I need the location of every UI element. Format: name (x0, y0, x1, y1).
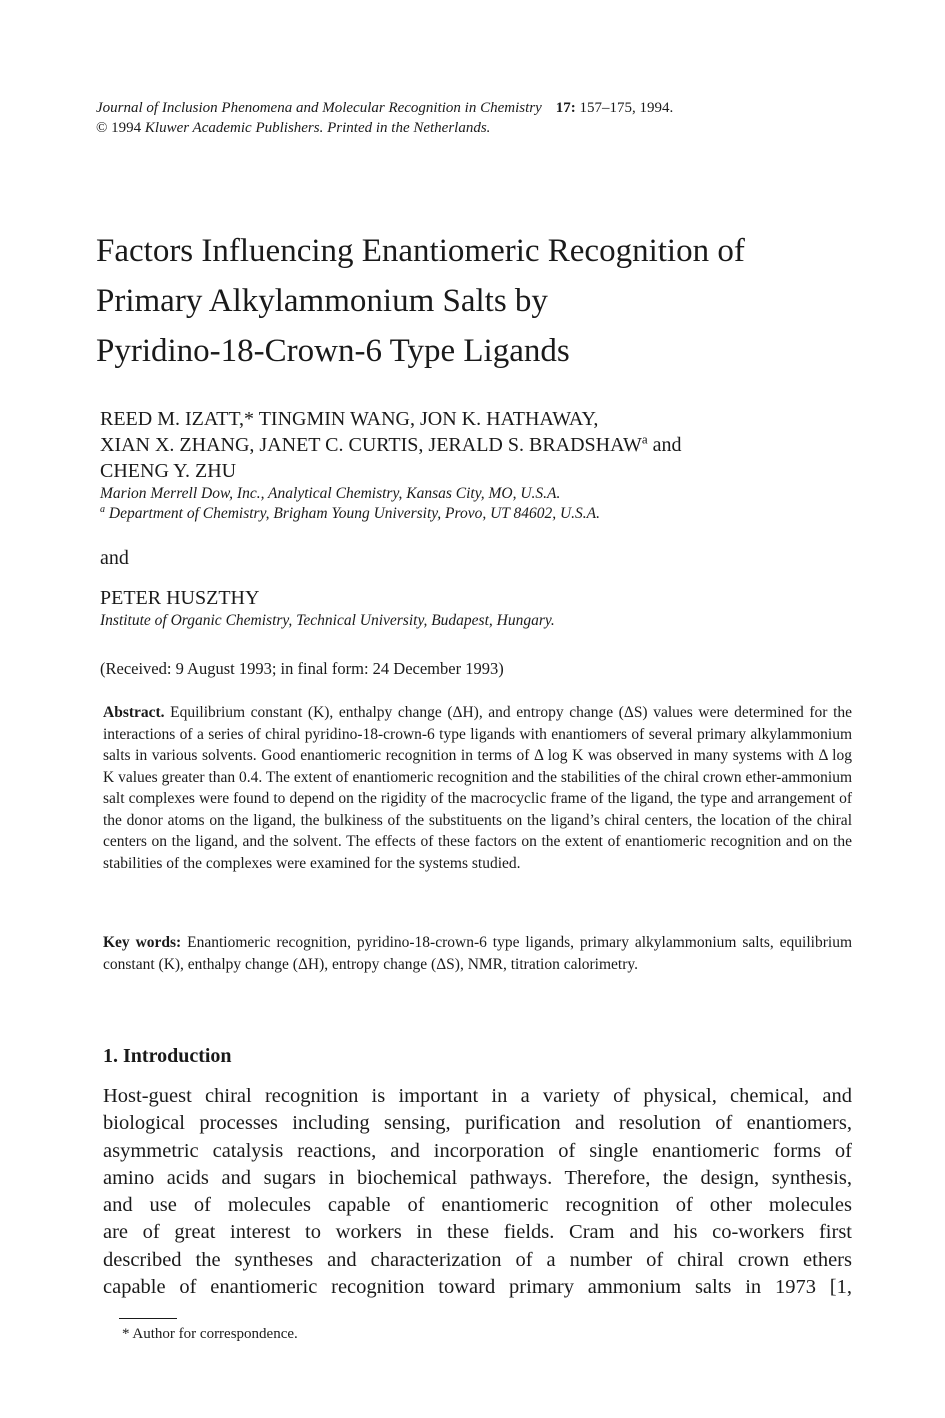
author-separator-and: and (100, 547, 129, 569)
title-line-3: Pyridino-18-Crown-6 Type Ligands (96, 333, 570, 369)
author-block (100, 406, 682, 524)
abstract-text: Equilibrium constant (K), enthalpy change (ΔH), and entropy change (ΔS) values were determined for the interactions of a series of chiral pyridino-18-crown-6 type ligands with enantiomers of several primary alkylammonium salts in various solvents. Good enantiomeric recognition in terms of Δ log K was observed in many systems with Δ log K values greater than 0.4. The extent of enantiomeric recognition and the stabilities of the chiral crown ether-ammonium salt complexes were found to depend on the rigidity of the macrocyclic frame of the ligand, the type and arrangement of the donor atoms on the ligand, the bulkiness of the substituents on the ligand’s chiral centers, the location of the chiral centers on the ligand, and the solvent. The effects of these factors on the extent of enantiomeric recognition and on the stabilities of the complexes were examined for the systems studied. (103, 704, 853, 872)
paper-title (96, 226, 856, 376)
copyright-line (96, 118, 673, 138)
author-line-2 (100, 432, 682, 458)
keywords (103, 932, 852, 975)
journal-citation-line (96, 98, 673, 118)
affiliation-3: Institute of Organic Chemistry, Technical University, Budapest, Hungary. (100, 612, 555, 629)
intro-line: Host-guest chiral recognition is important in a variety of physical, chemical, and (103, 1085, 852, 1107)
copyright-year: 1994 (111, 120, 142, 136)
author-line-2-names: XIAN X. ZHANG, JANET C. CURTIS, JERALD S. BRADSHAW (100, 434, 642, 456)
copyright-symbol: © (96, 120, 108, 136)
title-line-1: Factors Influencing Enantiomeric Recognition of (96, 233, 745, 269)
author-line-3: CHENG Y. ZHU (100, 460, 237, 482)
abstract (103, 702, 852, 874)
abstract-label: Abstract. (103, 704, 165, 721)
keywords-label: Key words: (103, 934, 182, 951)
intro-line: are of great interest to workers in these fields. Cram and his co-workers first (103, 1221, 852, 1244)
introduction-paragraph (103, 1083, 852, 1301)
intro-line: biological processes including sensing, purification and resolution of enantiomers, (103, 1112, 852, 1135)
publisher: Kluwer Academic Publishers. Printed in the Netherlands. (144, 120, 491, 136)
journal-header (96, 98, 673, 138)
received-dates: (Received: 9 August 1993; in final form: 24 December 1993) (100, 659, 504, 678)
affiliation-1: Marion Merrell Dow, Inc., Analytical Chemistry, Kansas City, MO, U.S.A. (100, 485, 561, 502)
affiliation-2 (100, 504, 682, 524)
keywords-text: Enantiomeric recognition, pyridino-18-crown-6 type ligands, primary alkylammonium salts, equilibrium constant (K), enthalpy change (ΔH), entropy change (ΔS), NMR, titration calorimetry. (103, 934, 852, 973)
intro-line: capable of enantiomeric recognition toward primary ammonium salts in 1973 [1, (103, 1276, 852, 1299)
affiliation-2-text: Department of Chemistry, Brigham Young University, Provo, UT 84602, U.S.A. (105, 505, 601, 522)
intro-line: described the syntheses and characterization of a number of chiral crown ethers (103, 1248, 852, 1271)
author-line-1: REED M. IZATT,* TINGMIN WANG, JON K. HATHAWAY, (100, 408, 599, 430)
journal-volume: 17: (555, 100, 576, 116)
journal-pages-year: 157–175, 1994. (579, 100, 674, 116)
affiliation-marker-a: a (641, 431, 648, 447)
affiliation-2-marker: a (100, 503, 106, 515)
author-huszthy: PETER HUSZTHY (100, 587, 260, 609)
second-author-block (100, 585, 555, 631)
intro-line: and use of molecules capable of enantiomeric recognition of other molecules (103, 1194, 852, 1217)
journal-name: Journal of Inclusion Phenomena and Molecular Recognition in Chemistry (96, 100, 542, 116)
footnote-correspondence: * Author for correspondence. (122, 1326, 298, 1342)
title-line-2: Primary Alkylammonium Salts by (96, 283, 548, 319)
intro-line: amino acids and sugars in biochemical pathways. Therefore, the design, synthesis, (103, 1166, 852, 1189)
section-heading-introduction: 1. Introduction (103, 1045, 232, 1067)
footnote-divider (119, 1318, 177, 1319)
intro-line: asymmetric catalysis reactions, and incorporation of single enantiomeric forms of (103, 1139, 852, 1162)
author-line-2-and: and (647, 434, 682, 456)
